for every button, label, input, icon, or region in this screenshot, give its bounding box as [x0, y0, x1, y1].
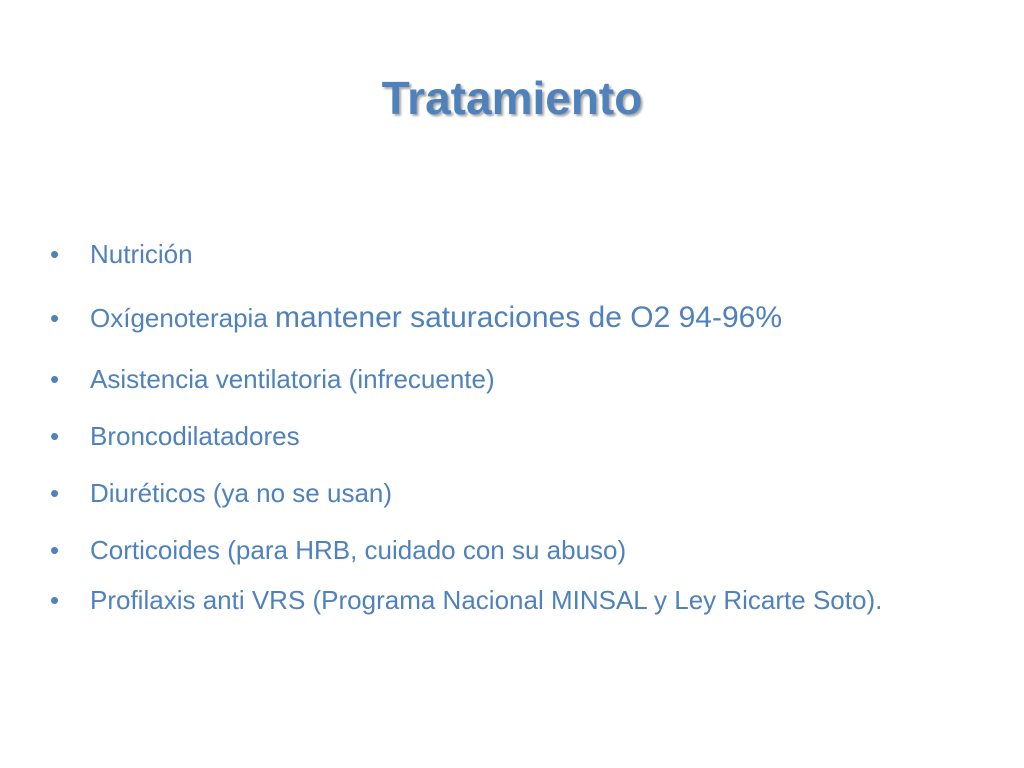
list-item — [50, 302, 950, 334]
bullet-icon: • — [50, 478, 60, 508]
list-item — [50, 584, 950, 616]
list-item — [50, 534, 950, 566]
list-item — [50, 477, 950, 509]
list-item-text: Profilaxis anti VRS (Programa Nacional MINSAL y Ley Ricarte Soto). — [90, 585, 883, 615]
list-item-text: Oxígenoterapia — [90, 303, 268, 333]
bullet-icon: • — [50, 239, 60, 269]
list-item — [50, 238, 950, 270]
list-item — [50, 363, 950, 395]
list-item-text-wrap — [90, 302, 950, 334]
bullet-icon: • — [50, 585, 60, 615]
list-item-text: Broncodilatadores — [90, 421, 300, 451]
slide-title: Tratamiento — [381, 72, 643, 124]
list-item-text: Asistencia ventilatoria (infrecuente) — [90, 364, 495, 394]
list-item — [50, 420, 950, 452]
bullet-icon: • — [50, 364, 60, 394]
list-item-text-emphasis: mantener saturaciones de O2 94-96% — [275, 301, 782, 334]
bullet-icon: • — [50, 535, 60, 565]
bullet-icon: • — [50, 303, 60, 333]
list-item-text: Diuréticos (ya no se usan) — [90, 478, 393, 508]
list-item-text: Nutrición — [90, 239, 193, 269]
bullet-icon: • — [50, 421, 60, 451]
list-item-text: Corticoides (para HRB, cuidado con su abuso) — [90, 535, 627, 565]
